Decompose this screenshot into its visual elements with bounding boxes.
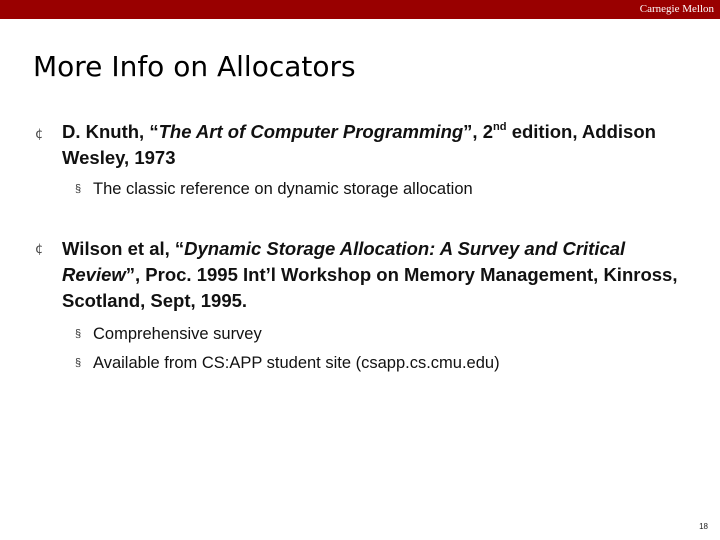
sub-bullet-icon: § [75, 357, 82, 369]
sub-item: Available from CS:APP student site (csapp.cs.cmu.edu) [93, 354, 500, 372]
reference-wilson [62, 236, 702, 314]
header-bar [0, 0, 720, 19]
reference-details: ”, 2 [463, 121, 493, 142]
page-number: 18 [699, 522, 708, 531]
org-name: Carnegie Mellon [639, 3, 714, 15]
sub-item: Comprehensive survey [93, 325, 262, 343]
sub-bullet-icon: § [75, 183, 82, 195]
reference-details: ”, Proc. 1995 Int’l Workshop on Memory Management, Kinross, Scotland, Sept, 1995. [62, 264, 678, 311]
bullet-icon: ¢ [35, 242, 44, 257]
reference-author: D. Knuth, “ [62, 121, 159, 142]
sub-item: The classic reference on dynamic storage allocation [93, 180, 473, 198]
reference-publisher: edition, Addison Wesley, 1973 [62, 121, 656, 168]
edition-superscript: nd [493, 121, 507, 134]
reference-author: Wilson et al, “ [62, 238, 185, 259]
bullet-icon: ¢ [35, 127, 44, 142]
reference-knuth [62, 119, 702, 171]
reference-work-title: Dynamic Storage Allocation: A Survey and Critical Review [62, 238, 626, 285]
sub-bullet-icon: § [75, 328, 82, 340]
reference-work-title: The Art of Computer Programming [158, 121, 464, 142]
slide-title: More Info on Allocators [33, 50, 356, 83]
